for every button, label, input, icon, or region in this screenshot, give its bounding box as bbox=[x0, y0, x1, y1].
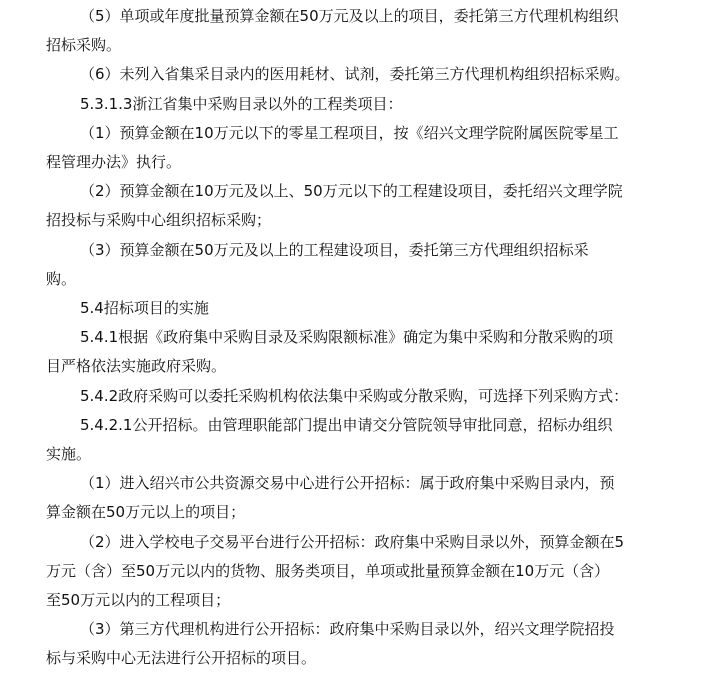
paragraph-line: 招投标与采购中心组织招标采购； bbox=[46, 211, 272, 230]
paragraph-line: 5.4.1根据《政府集中采购目录及采购限额标准》确定为集中采购和分散采购的项 bbox=[80, 328, 614, 347]
paragraph-line: （5）单项或年度批量预算金额在50万元及以上的项目，委托第三方代理机构组织 bbox=[80, 7, 619, 25]
paragraph-line: 程管理办法》执行。 bbox=[46, 153, 182, 171]
paragraph-line: 5.4招标项目的实施 bbox=[80, 299, 209, 317]
paragraph-line: （2）预算金额在10万元及以上、50万元以下的工程建设项目，委托绍兴文理学院 bbox=[80, 182, 623, 201]
paragraph-line: （2）进入学校电子交易平台进行公开招标：政府集中采购目录以外，预算金额在5 bbox=[80, 532, 625, 551]
paragraph-line: （3）预算金额在50万元及以上的工程建设项目，委托第三方代理组织招标采 bbox=[80, 240, 589, 259]
paragraph-line: 招标采购。 bbox=[46, 36, 122, 55]
paragraph-line: （6）未列入省集采目录内的医用耗材、试剂，委托第三方代理机构组织招标采购。 bbox=[80, 65, 630, 84]
paragraph-line: 实施。 bbox=[46, 445, 92, 463]
paragraph-line: 万元（含）至50万元以内的货物、服务类项目，单项或批量预算金额在10万元（含） bbox=[46, 561, 610, 580]
paragraph-line: 目严格依法实施政府采购。 bbox=[46, 357, 227, 376]
paragraph-line: 5.3.1.3浙江省集中采购目录以外的工程类项目： bbox=[80, 94, 403, 113]
paragraph-line: （3）第三方代理机构进行公开招标：政府集中采购目录以外，绍兴文理学院招投 bbox=[80, 620, 615, 639]
paragraph-line: 至50万元以内的工程项目； bbox=[46, 591, 231, 609]
paragraph-line: 购。 bbox=[46, 269, 77, 288]
paragraph-line: 5.4.2.1公开招标。由管理职能部门提出申请交分管院领导审批同意，招标办组织 bbox=[80, 415, 613, 434]
paragraph-line: 5.4.2政府采购可以委托采购机构依法集中采购或分散采购，可选择下列采购方式： bbox=[80, 386, 629, 405]
paragraph-line: （1）预算金额在10万元以下的零星工程项目，按《绍兴文理学院附属医院零星工 bbox=[80, 123, 619, 142]
paragraph-line: 算金额在50万元以上的项目； bbox=[46, 503, 246, 522]
paragraph-line: （1）进入绍兴市公共资源交易中心进行公开招标：属于政府集中采购目录内，预 bbox=[80, 474, 615, 493]
paragraph-line: 标与采购中心无法进行公开招标的项目。 bbox=[46, 649, 317, 668]
